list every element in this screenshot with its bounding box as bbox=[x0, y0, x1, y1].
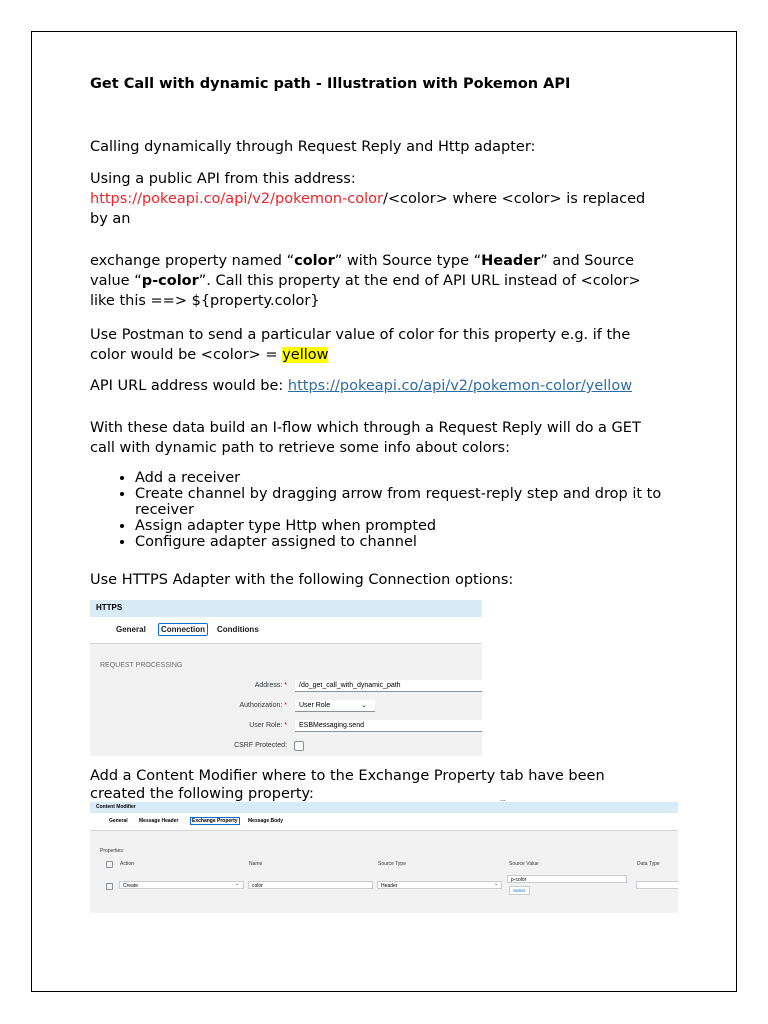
tab-bar bbox=[90, 813, 678, 831]
document-title: Get Call with dynamic path - Illustration with Pokemon API bbox=[90, 76, 571, 92]
required-mark: * bbox=[284, 682, 287, 689]
text-run: exchange property named “ bbox=[90, 253, 295, 269]
address-field[interactable]: /do_get_call_with_dynamic_path bbox=[295, 680, 482, 692]
iflow-line-1: With these data build an I-flow which through a Request Reply will do a GET bbox=[90, 420, 641, 436]
section-heading: REQUEST PROCESSING bbox=[100, 662, 183, 669]
tab-message-header[interactable]: Message Header bbox=[139, 818, 179, 824]
action-select[interactable]: Create bbox=[119, 881, 244, 889]
label-text: User Role: bbox=[249, 722, 283, 729]
panel-header bbox=[90, 802, 678, 813]
postman-line-1: Use Postman to send a particular value of color for this property e.g. if the bbox=[90, 327, 631, 343]
panel-header bbox=[90, 600, 482, 617]
api-base-url[interactable]: https://pokeapi.co/api/v2/pokemon-color bbox=[90, 191, 384, 207]
text-run: ” and Source bbox=[540, 253, 635, 269]
bold-p-color: p-color bbox=[141, 273, 199, 289]
cm-intro-line-1: Add a Content Modifier where to the Exchange Property tab have been bbox=[90, 768, 605, 784]
column-header-data-type: Data Type bbox=[637, 861, 660, 867]
api-url-link[interactable]: https://pokeapi.co/api/v2/pokemon-color/yellow bbox=[287, 378, 633, 394]
bold-header: Header bbox=[481, 253, 541, 269]
required-mark: * bbox=[284, 722, 287, 729]
required-mark: * bbox=[284, 702, 287, 709]
property-line-3: like this ==> ${property.color} bbox=[90, 293, 320, 309]
tab-general[interactable]: General bbox=[109, 818, 128, 824]
select-button[interactable]: Select bbox=[509, 886, 530, 895]
api-address-line bbox=[90, 190, 645, 208]
label-text: Authorization: bbox=[239, 702, 283, 709]
tab-bar bbox=[90, 617, 482, 644]
api-address-continuation: by an bbox=[90, 211, 131, 227]
source-type-select[interactable]: Header bbox=[377, 881, 502, 889]
text-run: ”. Call this property at the end of API URL instead of <color> bbox=[198, 273, 641, 289]
text-run: color would be <color> = bbox=[90, 347, 283, 363]
bold-color: color bbox=[294, 253, 335, 269]
list-item: • Create channel by dragging arrow from request-reply step and drop it to receiver bbox=[135, 486, 695, 518]
chevron-down-icon[interactable]: ⌄ bbox=[235, 881, 240, 887]
iflow-line-2: call with dynamic path to retrieve some info about colors: bbox=[90, 440, 510, 456]
csrf-label: CSRF Protected: bbox=[234, 742, 287, 749]
properties-label: Properties: bbox=[100, 848, 125, 854]
data-type-field[interactable] bbox=[636, 881, 678, 889]
text-run: ” with Source type “ bbox=[334, 253, 482, 269]
property-line-2 bbox=[90, 272, 641, 290]
row-checkbox[interactable] bbox=[106, 883, 113, 890]
list-item: • Configure adapter assigned to channel bbox=[135, 534, 695, 550]
csrf-checkbox[interactable] bbox=[294, 741, 304, 751]
postman-line-2 bbox=[90, 346, 328, 364]
highlighted-yellow: yellow bbox=[282, 347, 329, 363]
https-adapter-screenshot bbox=[90, 600, 482, 756]
intro-paragraph: Calling dynamically through Request Reply and Http adapter: bbox=[90, 139, 536, 155]
select-all-checkbox[interactable] bbox=[106, 861, 113, 868]
column-header-action: Action bbox=[120, 861, 134, 867]
list-item: • Assign adapter type Http when prompted bbox=[135, 518, 695, 534]
name-field[interactable]: color bbox=[248, 881, 373, 889]
address-label bbox=[107, 682, 287, 689]
text-run: value “ bbox=[90, 273, 142, 289]
chevron-down-icon[interactable]: ⌄ bbox=[494, 881, 499, 887]
api-address-suffix: /<color> where <color> is replaced bbox=[383, 191, 646, 207]
tab-exchange-property[interactable]: Exchange Property bbox=[192, 818, 238, 824]
authorization-label bbox=[107, 702, 287, 709]
tab-message-body[interactable]: Message Body bbox=[248, 818, 284, 824]
cm-intro-line-2: created the following property: bbox=[90, 786, 314, 802]
chevron-down-icon[interactable]: ⌄ bbox=[361, 702, 367, 709]
content-modifier-screenshot bbox=[90, 802, 678, 913]
label-text: Address: bbox=[254, 682, 283, 689]
list-item: • Add a receiver bbox=[135, 470, 695, 486]
steps-list bbox=[90, 470, 695, 550]
api-url-line bbox=[90, 377, 632, 395]
column-header-name: Name bbox=[249, 861, 263, 867]
column-header-source-value: Source Value bbox=[509, 861, 539, 867]
property-line-1 bbox=[90, 252, 634, 270]
drag-handle-dots[interactable]: ... bbox=[500, 796, 506, 803]
column-header-source-type: Source Type bbox=[378, 861, 406, 867]
api-intro-line: Using a public API from this address: bbox=[90, 171, 356, 187]
tab-conditions[interactable]: Conditions bbox=[217, 625, 259, 634]
https-intro: Use HTTPS Adapter with the following Connection options: bbox=[90, 572, 514, 588]
text-run: API URL address would be: bbox=[90, 378, 288, 394]
user-role-label bbox=[107, 722, 287, 729]
tab-general[interactable]: General bbox=[116, 625, 146, 634]
authorization-select[interactable]: User Role bbox=[295, 700, 375, 712]
panel-title: Content Modifier bbox=[96, 804, 136, 810]
user-role-field[interactable]: ESBMessaging.send bbox=[295, 720, 482, 732]
panel-title: HTTPS bbox=[96, 603, 123, 612]
tab-connection[interactable]: Connection bbox=[158, 623, 208, 636]
source-value-field[interactable]: p-color bbox=[507, 875, 627, 883]
